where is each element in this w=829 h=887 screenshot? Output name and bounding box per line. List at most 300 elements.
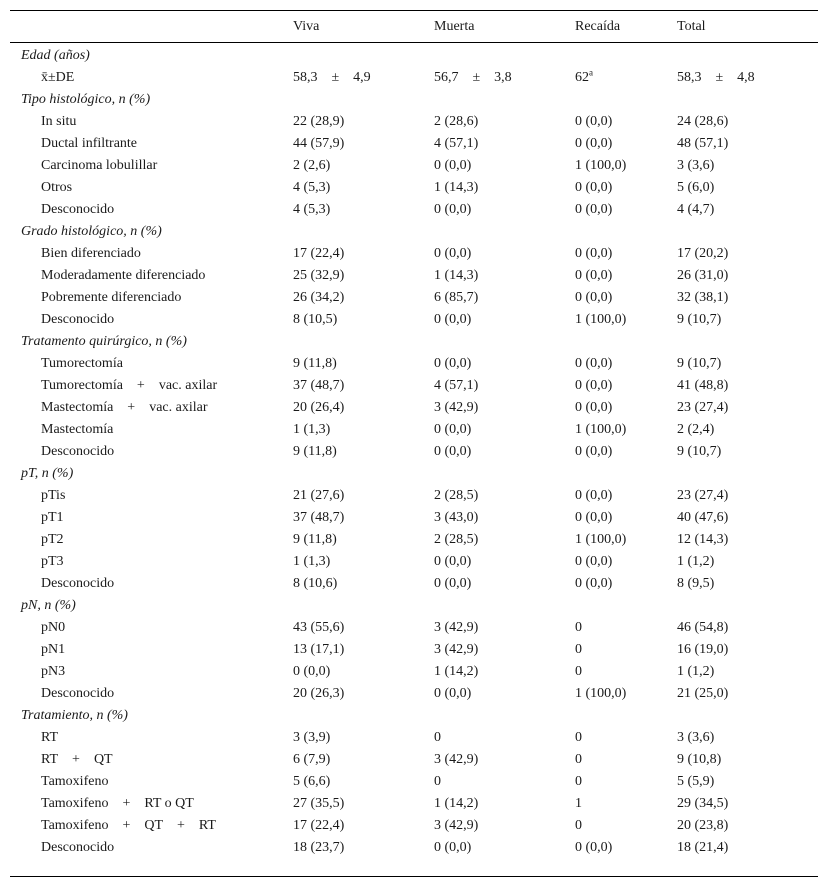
cell-viva-text: 17 (22,4) [293,818,345,833]
cell-recaida [575,529,677,551]
cell-muerta [434,485,575,507]
section-row [10,463,818,485]
row-label [10,419,293,441]
cell-muerta-text: 0 (0,0) [434,158,472,173]
cell-viva [293,815,434,837]
cell-viva-text: 1 (1,3) [293,554,331,569]
cell-total-text: 5 (5,9) [677,774,715,789]
cell-total [677,265,818,287]
cell-total-text: 24 (28,6) [677,114,729,129]
cell-viva [293,617,434,639]
cell-viva-text: 9 (11,8) [293,532,337,547]
cell-viva [293,639,434,661]
row-label [10,771,293,793]
cell-muerta [434,727,575,749]
cell-muerta-text: 3 (42,9) [434,642,479,657]
header-empty [10,11,293,43]
cell-viva-text: 5 (6,6) [293,774,331,789]
cell-viva-text: 8 (10,5) [293,312,338,327]
cell-muerta [434,287,575,309]
section-title: Edad (años) [21,48,90,63]
cell-total [677,155,818,177]
cell-recaida-text: 0 (0,0) [575,444,613,459]
cell-total-text: 48 (57,1) [677,136,729,151]
cell-total [677,815,818,837]
row-label-text: Moderadamente diferenciado [41,268,206,283]
cell-recaida-text: 0 [575,664,582,679]
row-label-text: Bien diferenciado [41,246,141,261]
section-title: Tipo histológico, n (%) [21,92,151,107]
cell-recaida-text: 0 [575,642,582,657]
table-row [10,375,818,397]
row-label [10,683,293,705]
row-label [10,793,293,815]
cell-recaida [575,353,677,375]
row-label [10,617,293,639]
header-total: Total [677,11,818,43]
row-label [10,639,293,661]
section-row [10,221,818,243]
cell-muerta-text: 3 (42,9) [434,620,479,635]
row-label [10,749,293,771]
cell-viva [293,771,434,793]
cell-viva-text: 58,3 ± 4,9 [293,70,371,85]
cell-muerta-text: 2 (28,5) [434,488,479,503]
cell-total [677,771,818,793]
cell-recaida [575,265,677,287]
cell-recaida-text: 0 (0,0) [575,136,613,151]
cell-muerta-text: 0 (0,0) [434,312,472,327]
cell-muerta [434,243,575,265]
cell-recaida [575,177,677,199]
cell-muerta-text: 2 (28,5) [434,532,479,547]
cell-viva [293,111,434,133]
cell-viva-text: 4 (5,3) [293,202,331,217]
cell-viva [293,441,434,463]
cell-total-text: 20 (23,8) [677,818,729,833]
cell-recaida-text: 0 (0,0) [575,246,613,261]
cell-recaida [575,309,677,331]
row-label-text: Desconocido [41,444,115,459]
cell-total-text: 40 (47,6) [677,510,729,525]
cell-muerta-text: 2 (28,6) [434,114,479,129]
cell-total [677,353,818,375]
cell-total-text: 8 (9,5) [677,576,715,591]
row-label-text: pT3 [41,554,64,569]
table-row [10,353,818,375]
cell-total-text: 9 (10,8) [677,752,722,767]
row-label [10,243,293,265]
section-title: Tratamiento, n (%) [21,708,128,723]
row-label [10,133,293,155]
cell-muerta-text: 56,7 ± 3,8 [434,70,512,85]
cell-muerta-text: 0 (0,0) [434,444,472,459]
table-row [10,727,818,749]
header-recaida: Recaída [575,11,677,43]
cell-viva-text: 4 (5,3) [293,180,331,195]
table-row [10,199,818,221]
cell-total-text: 23 (27,4) [677,400,729,415]
row-label [10,507,293,529]
row-label-text: Mastectomía [41,422,114,437]
cell-recaida-text: 0 (0,0) [575,290,613,305]
table-row [10,441,818,463]
cell-recaida-text: 0 [575,774,582,789]
cell-viva [293,67,434,89]
cell-total-text: 41 (48,8) [677,378,729,393]
table-row [10,485,818,507]
cell-total-text: 9 (10,7) [677,312,722,327]
cell-muerta [434,133,575,155]
cell-total-text: 29 (34,5) [677,796,729,811]
cell-muerta-text: 3 (43,0) [434,510,479,525]
row-label-text: Desconocido [41,576,115,591]
cell-total-text: 46 (54,8) [677,620,729,635]
cell-recaida-text: 1 (100,0) [575,422,627,437]
table-row [10,177,818,199]
cell-recaida-text: 0 (0,0) [575,488,613,503]
cell-recaida [575,815,677,837]
table-frame [10,10,818,877]
table-row [10,617,818,639]
row-label-text: In situ [41,114,77,129]
cell-muerta-text: 1 (14,2) [434,796,479,811]
cell-viva [293,133,434,155]
section-row [10,331,818,353]
table-row [10,573,818,595]
cell-recaida [575,155,677,177]
cell-muerta [434,67,575,89]
cell-recaida [575,683,677,705]
cell-viva-text: 22 (28,9) [293,114,345,129]
cell-recaida [575,485,677,507]
row-label-text: Desconocido [41,840,115,855]
cell-muerta [434,661,575,683]
cell-recaida-text: 0 (0,0) [575,576,613,591]
row-label-text: pT1 [41,510,64,525]
row-label [10,111,293,133]
cell-muerta [434,177,575,199]
row-label [10,397,293,419]
cell-muerta [434,397,575,419]
cell-viva-text: 20 (26,4) [293,400,345,415]
cell-total-text: 26 (31,0) [677,268,729,283]
cell-muerta [434,199,575,221]
cell-muerta-text: 3 (42,9) [434,400,479,415]
cell-recaida-text: 0 [575,818,582,833]
cell-total [677,617,818,639]
table-row [10,309,818,331]
cell-total [677,419,818,441]
cell-total [677,67,818,89]
cell-total-text: 23 (27,4) [677,488,729,503]
cell-total [677,441,818,463]
cell-total [677,287,818,309]
row-label-text: Ductal infiltrante [41,136,138,151]
cell-muerta [434,639,575,661]
cell-recaida-text: 0 (0,0) [575,202,613,217]
section-row [10,89,818,111]
cell-viva [293,837,434,859]
row-label [10,529,293,551]
cell-viva-text: 37 (48,7) [293,378,345,393]
row-label-text: Tamoxifeno + QT + RT [41,818,216,833]
cell-total-text: 3 (3,6) [677,730,715,745]
cell-recaida-text: 0 (0,0) [575,268,613,283]
cell-recaida [575,661,677,683]
cell-total [677,375,818,397]
cell-total [677,133,818,155]
cell-total [677,529,818,551]
cell-viva-text: 27 (35,5) [293,796,345,811]
table-row [10,551,818,573]
cell-recaida [575,243,677,265]
cell-muerta-text: 0 (0,0) [434,422,472,437]
section-row [10,43,818,68]
cell-recaida-text: 62 [575,70,589,85]
cell-muerta [434,309,575,331]
cell-viva [293,375,434,397]
cell-muerta-text: 0 (0,0) [434,840,472,855]
cell-muerta [434,573,575,595]
cell-total [677,111,818,133]
cell-viva-text: 13 (17,1) [293,642,345,657]
table-row [10,683,818,705]
row-label-text: Otros [41,180,73,195]
cell-muerta [434,375,575,397]
cell-total [677,243,818,265]
cell-total-text: 1 (1,2) [677,664,715,679]
row-label-text: pN0 [41,620,66,635]
cell-viva-text: 43 (55,6) [293,620,345,635]
row-label [10,67,293,89]
row-label-text: Mastectomía + vac. axilar [41,400,208,415]
cell-viva [293,749,434,771]
section-title: pN, n (%) [21,598,76,613]
cell-total [677,727,818,749]
cell-muerta-text: 4 (57,1) [434,378,479,393]
row-label [10,155,293,177]
cell-viva-text: 18 (23,7) [293,840,345,855]
section-row [10,705,818,727]
cell-recaida-text: 1 (100,0) [575,158,627,173]
header-row [10,11,818,43]
table-row [10,529,818,551]
row-label [10,485,293,507]
cell-viva [293,309,434,331]
cell-recaida-text: 0 [575,752,582,767]
section-row [10,595,818,617]
cell-recaida [575,639,677,661]
footnote-marker: a [589,67,593,78]
cell-recaida [575,67,677,89]
cell-muerta [434,507,575,529]
cell-muerta [434,155,575,177]
row-label [10,265,293,287]
cell-muerta-text: 0 (0,0) [434,202,472,217]
cell-recaida [575,441,677,463]
cell-recaida [575,837,677,859]
cell-viva-text: 1 (1,3) [293,422,331,437]
cell-muerta-text: 1 (14,3) [434,180,479,195]
row-label [10,837,293,859]
row-label [10,199,293,221]
row-label [10,441,293,463]
cell-recaida-text: 0 [575,730,582,745]
section-title: pT, n (%) [21,466,74,481]
cell-viva [293,507,434,529]
cell-muerta-text: 1 (14,2) [434,664,479,679]
cell-viva [293,243,434,265]
cell-muerta [434,815,575,837]
row-label [10,661,293,683]
cell-total-text: 3 (3,6) [677,158,715,173]
cell-total [677,485,818,507]
table-body [10,43,818,860]
row-label-text: pN3 [41,664,66,679]
row-label [10,815,293,837]
cell-total [677,551,818,573]
row-label [10,375,293,397]
data-table [10,11,818,859]
section-title: Grado histológico, n (%) [21,224,162,239]
cell-total [677,573,818,595]
table-row [10,419,818,441]
cell-recaida-text: 0 (0,0) [575,554,613,569]
cell-total-text: 17 (20,2) [677,246,729,261]
cell-recaida-text: 0 (0,0) [575,510,613,525]
cell-viva-text: 26 (34,2) [293,290,345,305]
cell-viva [293,573,434,595]
cell-recaida-text: 1 [575,796,582,811]
cell-recaida [575,111,677,133]
cell-total [677,837,818,859]
row-label-text: Tamoxifeno + RT o QT [41,796,194,811]
cell-viva [293,793,434,815]
cell-viva [293,177,434,199]
cell-muerta-text: 0 [434,774,441,789]
cell-total [677,749,818,771]
table-row [10,815,818,837]
cell-recaida-text: 0 (0,0) [575,180,613,195]
cell-muerta-text: 0 (0,0) [434,246,472,261]
row-label-text: pN1 [41,642,66,657]
cell-total [677,639,818,661]
cell-total [677,507,818,529]
cell-total-text: 16 (19,0) [677,642,729,657]
row-label-text: Tumorectomía + vac. axilar [41,378,218,393]
table-row [10,67,818,89]
cell-total [677,177,818,199]
cell-muerta-text: 3 (42,9) [434,818,479,833]
cell-viva-text: 0 (0,0) [293,664,331,679]
cell-viva [293,419,434,441]
cell-viva [293,199,434,221]
cell-total-text: 58,3 ± 4,8 [677,70,755,85]
cell-recaida [575,507,677,529]
row-label [10,727,293,749]
cell-viva [293,727,434,749]
row-label [10,353,293,375]
table-row [10,793,818,815]
cell-recaida [575,727,677,749]
row-label [10,573,293,595]
cell-recaida-text: 0 [575,620,582,635]
cell-recaida [575,375,677,397]
cell-recaida [575,133,677,155]
table-row [10,111,818,133]
cell-muerta-text: 0 (0,0) [434,356,472,371]
cell-viva-text: 6 (7,9) [293,752,331,767]
cell-viva-text: 21 (27,6) [293,488,345,503]
cell-total [677,397,818,419]
cell-recaida-text: 0 (0,0) [575,840,613,855]
cell-muerta [434,837,575,859]
row-label-text: Tamoxifeno [41,774,109,789]
cell-muerta [434,771,575,793]
cell-viva-text: 3 (3,9) [293,730,331,745]
cell-viva [293,155,434,177]
cell-muerta-text: 4 (57,1) [434,136,479,151]
cell-muerta [434,265,575,287]
cell-recaida-text: 1 (100,0) [575,686,627,701]
cell-viva [293,265,434,287]
cell-total-text: 18 (21,4) [677,840,729,855]
cell-viva [293,551,434,573]
cell-total-text: 32 (38,1) [677,290,729,305]
cell-recaida [575,419,677,441]
table-row [10,397,818,419]
table-row [10,639,818,661]
table-row [10,265,818,287]
cell-viva-text: 44 (57,9) [293,136,345,151]
cell-muerta [434,551,575,573]
cell-viva [293,529,434,551]
row-label [10,177,293,199]
cell-recaida [575,551,677,573]
table-row [10,287,818,309]
cell-viva-text: 20 (26,3) [293,686,345,701]
cell-recaida-text: 0 (0,0) [575,114,613,129]
cell-muerta [434,617,575,639]
row-label-text: pTis [41,488,66,503]
cell-muerta [434,749,575,771]
cell-viva [293,397,434,419]
cell-total-text: 1 (1,2) [677,554,715,569]
cell-muerta-text: 6 (85,7) [434,290,479,305]
section-title: Tratamento quirúrgico, n (%) [21,334,187,349]
cell-muerta-text: 0 (0,0) [434,686,472,701]
row-label [10,309,293,331]
row-label [10,551,293,573]
cell-total-text: 9 (10,7) [677,356,722,371]
cell-total-text: 12 (14,3) [677,532,729,547]
cell-muerta [434,353,575,375]
cell-total-text: 21 (25,0) [677,686,729,701]
row-label-text: Pobremente diferenciado [41,290,182,305]
cell-muerta [434,793,575,815]
cell-viva-text: 37 (48,7) [293,510,345,525]
header-viva: Viva [293,11,434,43]
header-muerta: Muerta [434,11,575,43]
cell-muerta-text: 0 [434,730,441,745]
cell-recaida [575,749,677,771]
cell-recaida [575,287,677,309]
cell-recaida-text: 1 (100,0) [575,532,627,547]
row-label [10,287,293,309]
cell-muerta-text: 3 (42,9) [434,752,479,767]
cell-recaida-text: 0 (0,0) [575,400,613,415]
